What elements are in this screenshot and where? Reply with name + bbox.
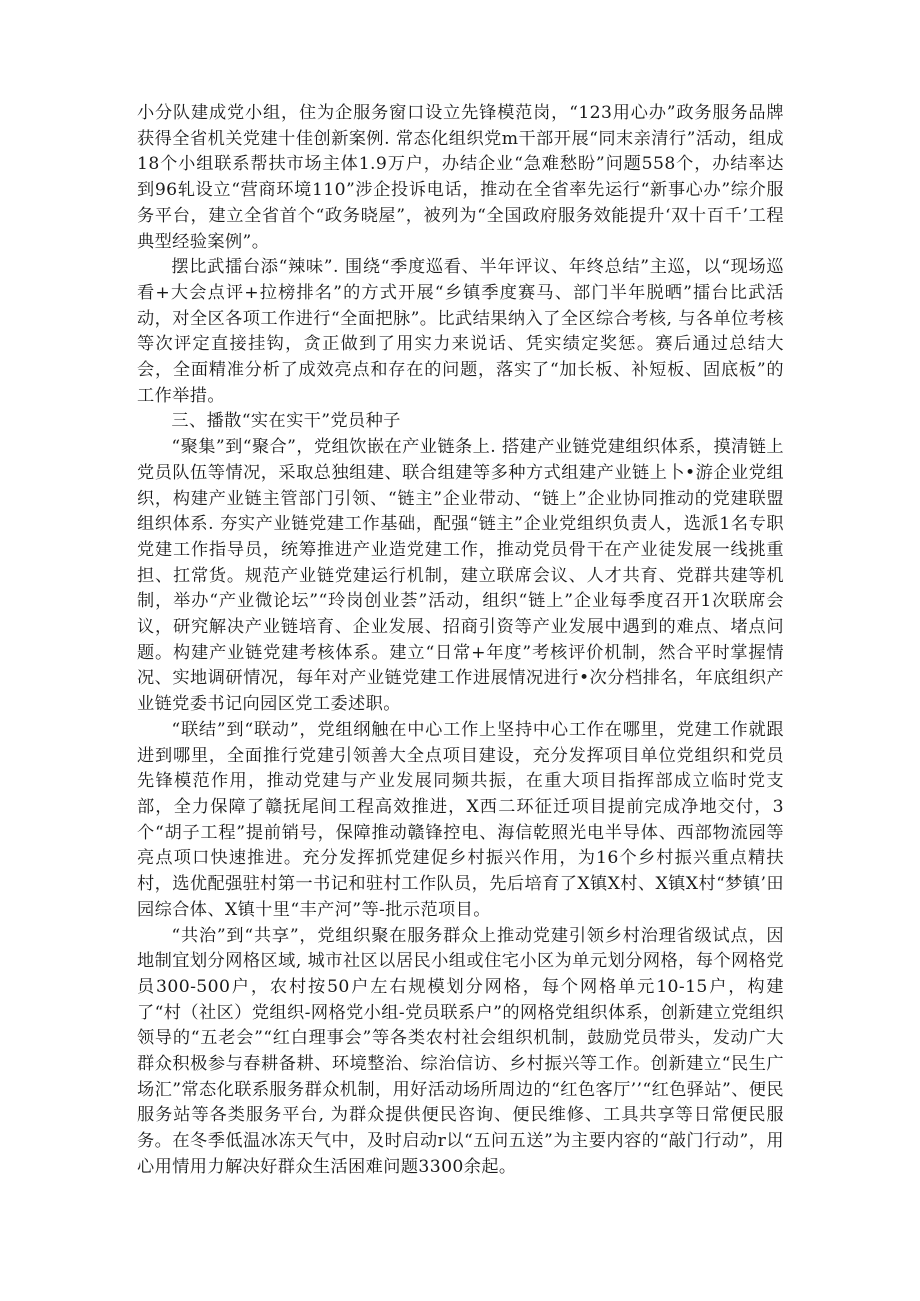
paragraph-arena-competition: 摆比武擂台添“辣味”. 围绕“季度巡看、半年评议、年终总结”主巡，以“现场巡看+大会点评+拉榜排名”的方式开展“乡镇季度赛马、部门半年脱晒”擂台比武活动，对全区各项工作进行“全面把脉”。比武结果纳入了全区综合考核, 与各单位考核等次评定直接挂钩，贪正做到了用实力来说话、凭实绩定奖惩。赛后通过总结大会，全面精准分析了成效亮点和存在的问题，落实了“加长板、补短板、固底板”的工作举措。 bbox=[137, 257, 784, 406]
paragraph-serve-masses: “共治”到“共享”，党组织聚在服务群众上推动党建引领乡村治理省级试点，因地制宜划分网格区域, 城市社区以居民小组或住宅小区为单元划分网格，每个网格党员300-500户，农村按50户左右规模划分网格，每个网格单元10-15户，构建了“村（社区）党组织-网格党小组-党员联系户”的网格党组织体系，创新建立党组织领导的“五老会”“红白理事会”等各类农村社会组织机制，鼓励党员带头，发动广大群众积极参与春耕备耕、环境整治、综治信访、乡村振兴等工作。创新建立“民生广场汇”常态化联系服务群众机制，用好活动场所周边的“红色客厅’’“红色驿站”、便民服务站等各类服务平台, 为群众提供便民咨询、便民维修、工具共享等日常便民服务。在冬季低温冰冻天气中，及时启动r以“五问五送”为主要内容的“敲门行动”，用心用情用力解决好群众生活困难问题3300余起。 bbox=[137, 925, 784, 1177]
paragraph-industry-chain: “聚集”到“聚合”，党组饮嵌在产业链条上. 搭建产业链党建组织体系，摸清链上党员队伍等情况，采取总独组建、联合组建等多种方式组建产业链上卜•游企业党组织，构建产业链主管部门引领、“链主”企业带动、“链上”企业协同推动的党建联盟组织体系. 夯实产业链党建工作基础，配强“链主”企业党组织负责人，选派1名专职党建工作指导员，统筹推进产业造党建工作，推动党员骨干在产业徒发展一线挑重担、扛常货。规范产业链党建运行机制，建立联席会议、人才共育、党群共建等机制，举办“产业微论坛”“玲岗创业荟”活动，组织“链上”企业每季度召开1次联席会议，研究解决产业链培育、企业发展、招商引资等产业发展中遇到的难点、堵点问题。构建产业链党建考核体系。建立“日常+年度”考核评价机制，然合平时掌握情况、实地调研情况，每年对产业链党建工作进展情况进行•次分档排名，年底组织产业链党委书记向园区党工委述职。 bbox=[137, 437, 784, 715]
paragraph-central-work: “联结”到“联动”，党组纲触在中心工作上坚持中心工作在哪里，党建工作就跟进到哪里，全面推行党建引领善大全点项目建设，充分发挥项目单位党组织和党员先锋模范作用，推动党建与产业发展同频共振，在重大项目指挥部成立临时党支部，全力保障了赣抚尾间工程高效推进，X西二环征迁项目提前完成净地交付，3个“胡子工程”提前销号，保障推动赣锋控电、海信乾照光电半导体、西部物流园等亮点项口快速推进。充分发挥抓党建促乡村振兴作用，为16个乡村振兴重点精扶村，选优配强驻村第一书记和驻村工作队员，先后培育了X镇X村、X镇X村“梦镇’田园综合体、X镇十里“丰产河”等-批示范项目。 bbox=[137, 719, 784, 920]
section-heading-3: 三、播散“实在实干”党员种子 bbox=[171, 411, 401, 432]
paragraph-continuation: 小分队建成党小组，住为企服务窗口设立先锋模范岗，“123用心办”政务服务品牌获得全省机关党建十佳创新案例. 常态化组织党m干部开展“同末亲清行”活动，组成18个小组联系帮扶市场主体1.9万户，办结企业“急难愁盼”问题558个，办结率达到96轧设立“营商环境110”涉企投诉电话，推动在全省率先运行“新事心办”综介服务平台，建立全省首个“政务晓屋”，被列为“全国政府服务效能提升‘双十百千’工程典型经验案例”。 bbox=[137, 103, 784, 252]
document-body bbox=[137, 101, 784, 1181]
